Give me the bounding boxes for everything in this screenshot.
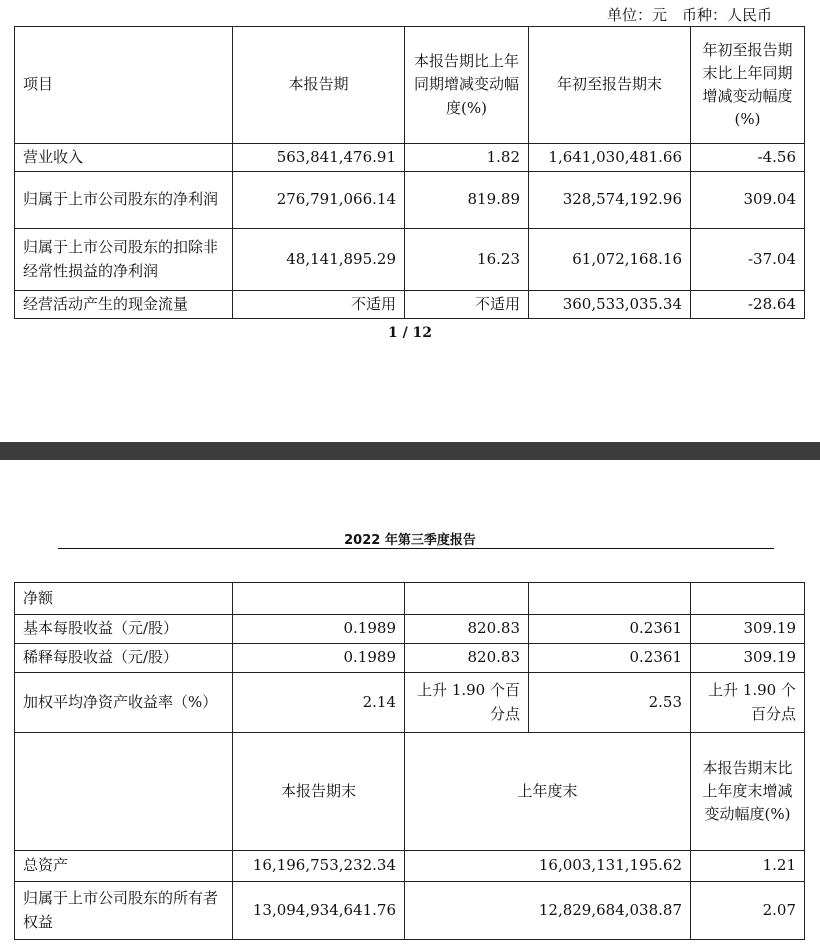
cell-value: 0.1989	[233, 644, 405, 673]
row-label: 经营活动产生的现金流量	[15, 291, 233, 319]
cell-value: 48,141,895.29	[233, 229, 405, 291]
financial-summary-table	[14, 26, 805, 319]
cell-value: 276,791,066.14	[233, 172, 405, 229]
cell-value: -28.64	[691, 291, 805, 319]
table-header-row	[15, 27, 805, 144]
header-item	[15, 733, 233, 851]
cell-value: 0.2361	[529, 615, 691, 644]
cell-value: 819.89	[405, 172, 529, 229]
cell-value: 328,574,192.96	[529, 172, 691, 229]
row-label: 归属于上市公司股东的扣除非经常性损益的净利润	[15, 229, 233, 291]
cell-value: 820.83	[405, 615, 529, 644]
cell-value: 1,641,030,481.66	[529, 144, 691, 172]
row-label: 归属于上市公司股东的净利润	[15, 172, 233, 229]
row-label: 基本每股收益（元/股）	[15, 615, 233, 644]
cell-value: 2.53	[529, 673, 691, 733]
cell-value: 309.04	[691, 172, 805, 229]
cell-value: 不适用	[233, 291, 405, 319]
table-row	[15, 882, 805, 940]
cell-value: 上升 1.90 个百分点	[691, 673, 805, 733]
table-row	[15, 673, 805, 733]
table-header-row	[15, 733, 805, 851]
page-divider	[0, 442, 820, 460]
cell-value: 0.2361	[529, 644, 691, 673]
header-item: 项目	[15, 27, 233, 144]
table-row	[15, 615, 805, 644]
header-ytd-change: 年初至报告期末比上年同期增减变动幅度(%)	[691, 27, 805, 144]
cell-value: 0.1989	[233, 615, 405, 644]
cell-value: 360,533,035.34	[529, 291, 691, 319]
cell-value: 309.19	[691, 615, 805, 644]
table-row	[15, 229, 805, 291]
table-row	[15, 144, 805, 172]
cell-value: 12,829,684,038.87	[405, 882, 691, 940]
table-row	[15, 583, 805, 615]
cell-value: 1.21	[691, 851, 805, 882]
table-row	[15, 644, 805, 673]
cell-value	[691, 583, 805, 615]
cell-value: 2.07	[691, 882, 805, 940]
table-row	[15, 172, 805, 229]
table-row	[15, 851, 805, 882]
cell-value: 16,196,753,232.34	[233, 851, 405, 882]
row-label: 净额	[15, 583, 233, 615]
header-change: 本报告期末比上年度末增减变动幅度(%)	[691, 733, 805, 851]
cell-value: 不适用	[405, 291, 529, 319]
cell-value: -37.04	[691, 229, 805, 291]
cell-value: 309.19	[691, 644, 805, 673]
cell-value: 13,094,934,641.76	[233, 882, 405, 940]
header-prior-year-end: 上年度末	[405, 733, 691, 851]
cell-value: 上升 1.90 个百分点	[405, 673, 529, 733]
header-current-change: 本报告期比上年同期增减变动幅度(%)	[405, 27, 529, 144]
cell-value: 1.82	[405, 144, 529, 172]
cell-value	[405, 583, 529, 615]
header-period-end: 本报告期末	[233, 733, 405, 851]
title-underline	[58, 548, 774, 549]
table-row	[15, 291, 805, 319]
page-number: 1 / 12	[387, 325, 433, 341]
cell-value: 820.83	[405, 644, 529, 673]
header-ytd: 年初至报告期末	[529, 27, 691, 144]
row-label: 营业收入	[15, 144, 233, 172]
cell-value: 61,072,168.16	[529, 229, 691, 291]
row-label: 稀释每股收益（元/股）	[15, 644, 233, 673]
cell-value: -4.56	[691, 144, 805, 172]
report-title: 2022 年第三季度报告	[344, 533, 476, 548]
cell-value: 563,841,476.91	[233, 144, 405, 172]
row-label: 归属于上市公司股东的所有者权益	[15, 882, 233, 940]
cell-value	[233, 583, 405, 615]
row-label: 加权平均净资产收益率（%）	[15, 673, 233, 733]
unit-currency-note: 单位：元 币种：人民币	[606, 6, 772, 24]
row-label: 总资产	[15, 851, 233, 882]
cell-value: 16,003,131,195.62	[405, 851, 691, 882]
cell-value: 16.23	[405, 229, 529, 291]
financial-summary-table-continued	[14, 582, 805, 940]
cell-value	[529, 583, 691, 615]
cell-value: 2.14	[233, 673, 405, 733]
header-current-period: 本报告期	[233, 27, 405, 144]
